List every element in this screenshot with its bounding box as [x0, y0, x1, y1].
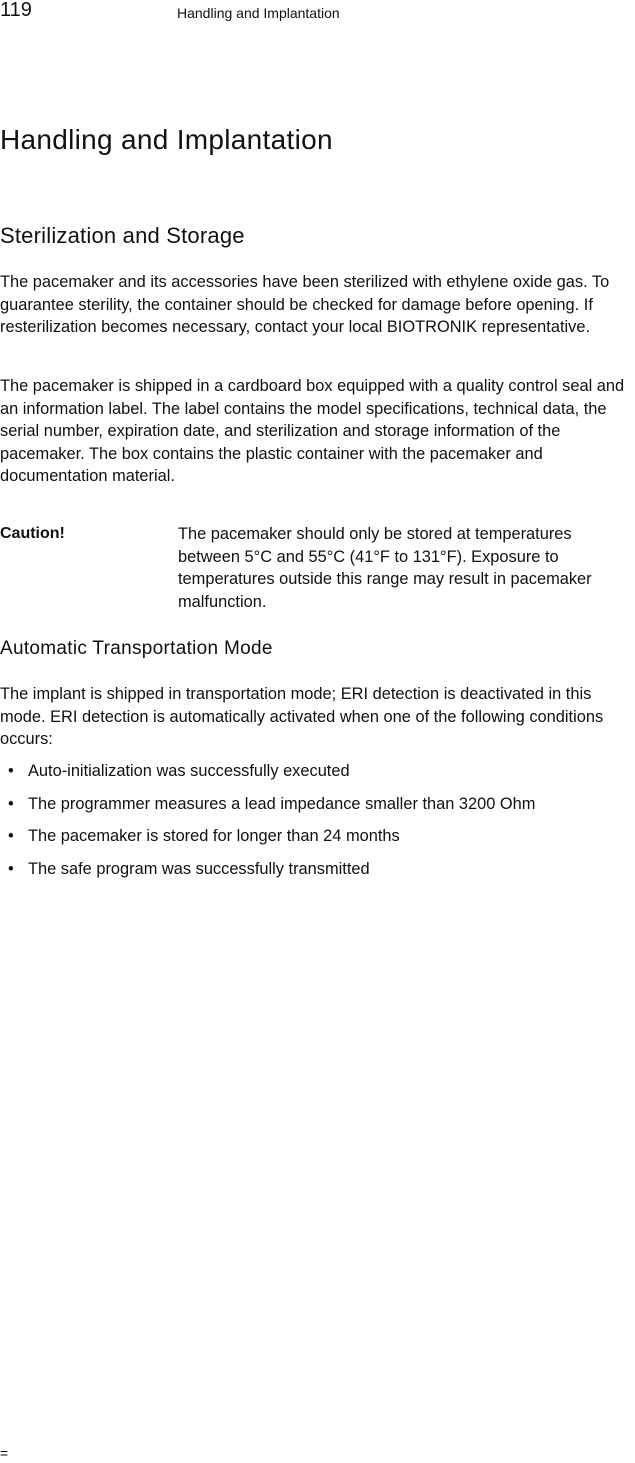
section-title-sterilization: Sterilization and Storage — [0, 223, 245, 248]
list-item — [0, 858, 618, 881]
list-item-text: Auto-initialization was successfully executed — [28, 762, 350, 780]
list-item — [0, 793, 618, 816]
bullet-icon: • — [8, 762, 14, 780]
bullet-icon: • — [8, 827, 14, 846]
list-item — [0, 760, 618, 783]
conditions-list — [0, 760, 630, 890]
transportation-paragraph: The implant is shipped in transportation mode; ERI detection is deactivated in this mode. ERI detection is automatically activated when one of the following conditions occurs: — [0, 685, 604, 749]
section-title-transportation: Automatic Transportation Mode — [0, 638, 273, 659]
list-item — [0, 825, 618, 848]
caution-text: The pacemaker should only be stored at temperatures between 5°C and 55°C (41°F to 131°F). Exposure to temperatures outside this range may result in pacemaker malfunction. — [178, 525, 592, 611]
list-item-text: The pacemaker is stored for longer than 24 months — [28, 827, 400, 846]
sterilization-paragraph-1: The pacemaker and its accessories have been sterilized with ethylene oxide gas. To guarantee sterility, the container should be checked for damage before opening. If resterilization becomes necessary, contact your local BIOTRONIK representative. — [0, 273, 610, 337]
sterilization-paragraph-2: The pacemaker is shipped in a cardboard box equipped with a quality control seal and an information label. The label contains the model specifications, technical data, the serial number, expiration date, and sterilization and storage information of the pacemaker. The box contains the plastic container with the pacemaker and documentation material. — [0, 377, 625, 486]
bullet-icon: • — [8, 794, 14, 813]
running-header: Handling and Implantation — [177, 5, 340, 21]
list-item-text: The safe program was successfully transmitted — [28, 859, 370, 878]
list-item-text: The programmer measures a lead impedance smaller than 3200 Ohm — [28, 794, 536, 813]
page-number: 119 — [0, 0, 32, 21]
caution-label: Caution! — [0, 525, 65, 542]
chapter-title: Handling and Implantation — [0, 124, 333, 155]
bullet-icon: • — [8, 859, 14, 878]
footer-mark: = — [0, 1445, 9, 1461]
